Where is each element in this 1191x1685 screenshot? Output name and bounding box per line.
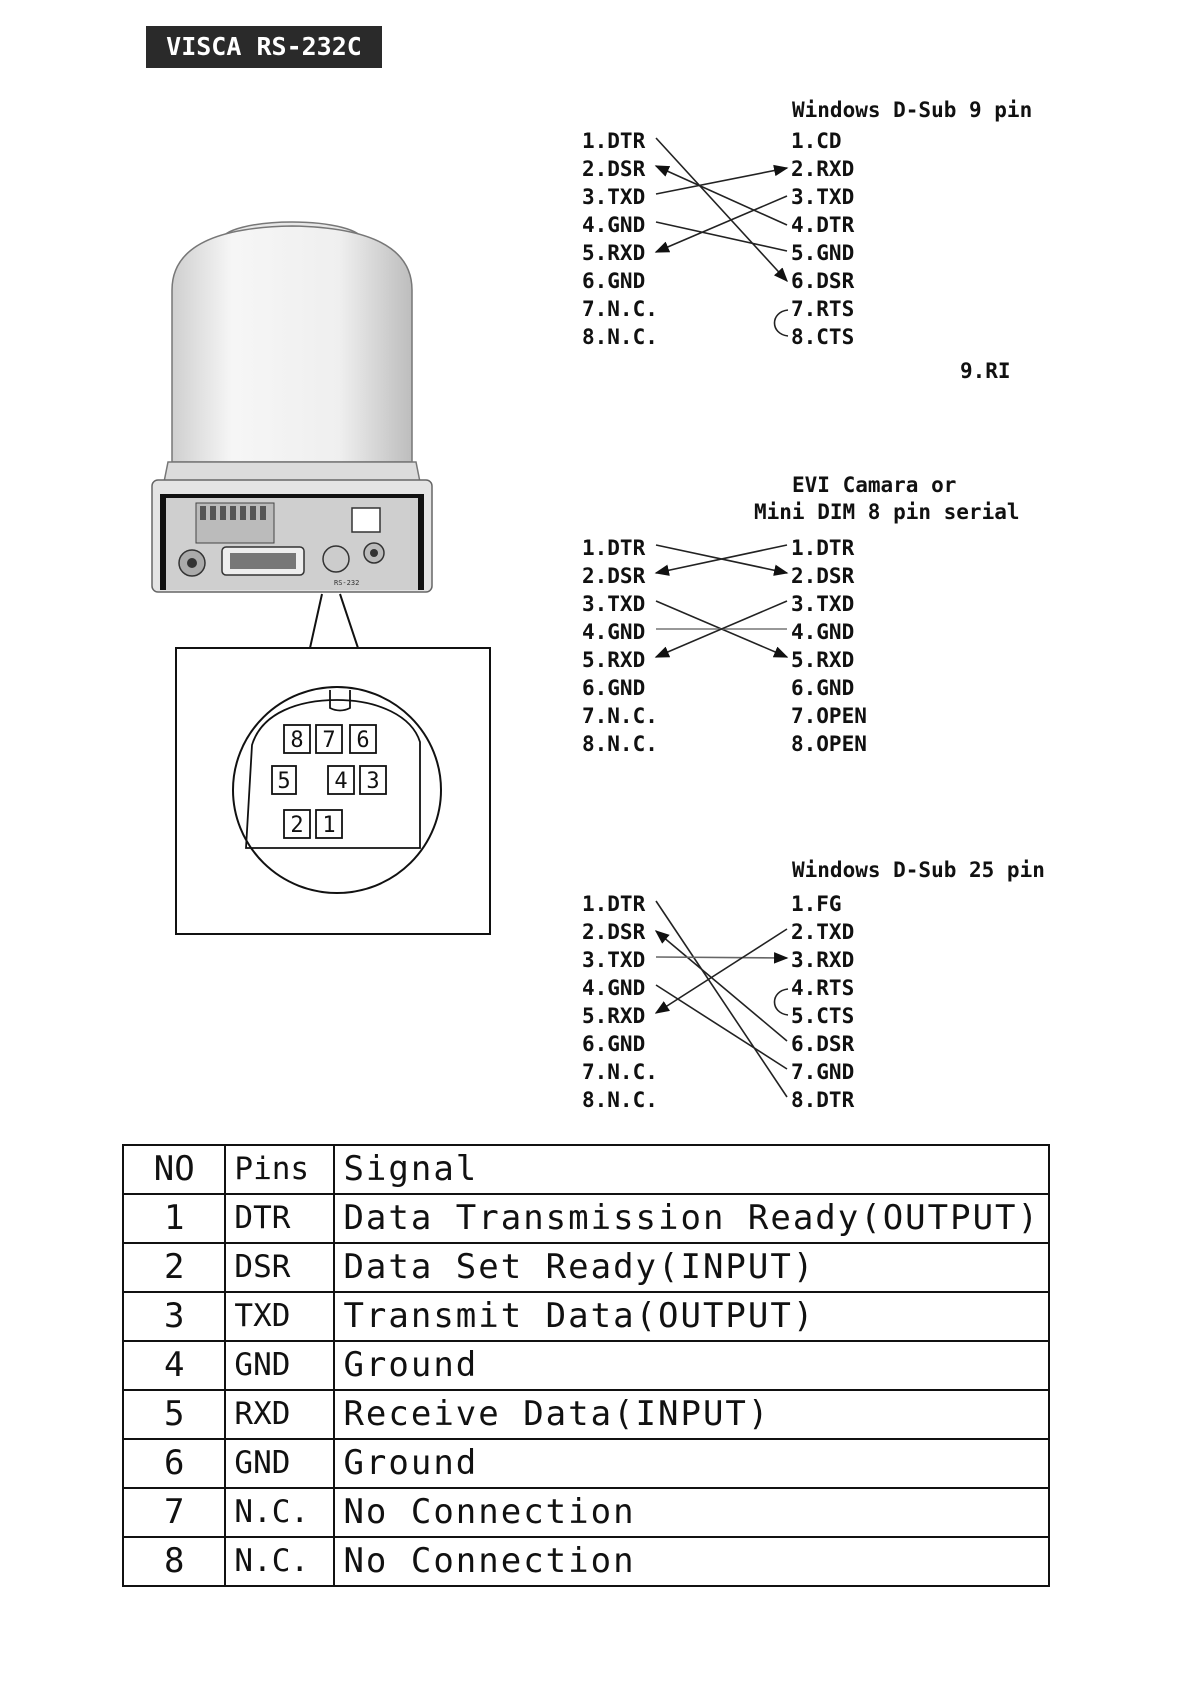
pin-label: 6.DSR	[791, 269, 855, 293]
row-no: 6	[123, 1439, 225, 1488]
row-pin: TXD	[225, 1292, 334, 1341]
row-no: 7	[123, 1488, 225, 1537]
table-row	[123, 1488, 1049, 1537]
pin-label: 2.DSR	[791, 564, 855, 588]
table-row	[123, 1439, 1049, 1488]
header-signal: Signal	[334, 1145, 1049, 1194]
table-row	[123, 1341, 1049, 1390]
connector-pin-8: 8	[290, 728, 304, 753]
pin-label: 3.RXD	[791, 948, 855, 972]
pin-label: 4.GND	[582, 976, 646, 1000]
dsub25-left-pins	[582, 892, 658, 1112]
pin-label: 7.RTS	[791, 297, 855, 321]
table-row	[123, 1537, 1049, 1586]
pin-label: 7.GND	[791, 1060, 855, 1084]
pin-label: 6.GND	[582, 269, 646, 293]
pin-label: 4.GND	[791, 620, 855, 644]
dsub25-diagram	[582, 858, 1045, 1112]
connector-pin-1: 1	[322, 813, 336, 838]
dsub25-right-pins	[791, 892, 855, 1112]
pin-label: 5.CTS	[791, 1004, 855, 1028]
pin-label: 3.TXD	[582, 592, 646, 616]
pin-label: 1.FG	[791, 892, 842, 916]
pin-label: 4.GND	[582, 213, 646, 237]
row-signal: Data Set Ready(INPUT)	[334, 1243, 1049, 1292]
row-signal: Receive Data(INPUT)	[334, 1390, 1049, 1439]
pin-label: 6.GND	[791, 676, 855, 700]
row-pin: DTR	[225, 1194, 334, 1243]
dsub9-diagram	[582, 98, 1032, 383]
connector-pin-3: 3	[366, 769, 380, 794]
table-row	[123, 1243, 1049, 1292]
connector-pin-6: 6	[356, 728, 370, 753]
row-pin: RXD	[225, 1390, 334, 1439]
pin-label: 3.TXD	[791, 592, 855, 616]
pin-label: 3.TXD	[582, 185, 646, 209]
dsub9-wires	[656, 138, 788, 336]
table-row	[123, 1292, 1049, 1341]
row-signal: Data Transmission Ready(OUTPUT)	[334, 1194, 1049, 1243]
rs232-port-label: RS-232	[334, 579, 360, 587]
pin-label: 2.DSR	[582, 157, 646, 181]
pin-label: 7.N.C.	[582, 704, 658, 728]
pin-label: 5.GND	[791, 241, 855, 265]
pin-label: 8.DTR	[791, 1088, 855, 1112]
pin-label: 8.N.C.	[582, 1088, 658, 1112]
pin-label: 7.N.C.	[582, 1060, 658, 1084]
mini-din-left-pins	[582, 536, 658, 756]
connector-callout	[176, 594, 490, 934]
pin-label: 3.TXD	[791, 185, 855, 209]
row-no: 4	[123, 1341, 225, 1390]
header-no: NO	[123, 1145, 225, 1194]
pin-label: 8.OPEN	[791, 732, 867, 756]
mini-din-diagram	[582, 473, 1020, 756]
row-pin: GND	[225, 1341, 334, 1390]
pin-label: 8.N.C.	[582, 325, 658, 349]
pin-label: 5.RXD	[791, 648, 855, 672]
row-no: 2	[123, 1243, 225, 1292]
pin-label: 5.RXD	[582, 1004, 646, 1028]
row-no: 3	[123, 1292, 225, 1341]
camera-illustration	[152, 222, 432, 592]
mini-din-right-pins	[791, 536, 867, 756]
pin-label: 8.N.C.	[582, 732, 658, 756]
pin-label: 5.RXD	[582, 241, 646, 265]
pin-label: 4.RTS	[791, 976, 855, 1000]
row-signal: No Connection	[334, 1537, 1049, 1586]
mini-din-header-1: EVI Camara or	[792, 473, 957, 497]
pin-label: 6.DSR	[791, 1032, 855, 1056]
table-row	[123, 1390, 1049, 1439]
connector-pin-7: 7	[322, 728, 336, 753]
mini-din-header-2: Mini DIM 8 pin serial	[754, 500, 1020, 524]
pin-label: 6.GND	[582, 676, 646, 700]
page-title: VISCA RS-232C	[146, 26, 382, 68]
row-signal: Ground	[334, 1341, 1049, 1390]
mini-din-wires	[656, 545, 787, 657]
connector-pin-2: 2	[290, 813, 304, 838]
row-pin: GND	[225, 1439, 334, 1488]
row-pin: N.C.	[225, 1537, 334, 1586]
row-signal: Transmit Data(OUTPUT)	[334, 1292, 1049, 1341]
pin-label: 2.DSR	[582, 564, 646, 588]
dsub25-wires	[656, 901, 788, 1097]
row-pin: N.C.	[225, 1488, 334, 1537]
row-signal: No Connection	[334, 1488, 1049, 1537]
pin-label: 7.OPEN	[791, 704, 867, 728]
pin-label: 2.TXD	[791, 920, 855, 944]
connector-pin-4: 4	[334, 769, 348, 794]
pin-label: 6.GND	[582, 1032, 646, 1056]
dsub9-left-pins	[582, 129, 658, 349]
pin-label: 1.CD	[791, 129, 842, 153]
pin-label: 1.DTR	[791, 536, 855, 560]
row-signal: Ground	[334, 1439, 1049, 1488]
pin-label: 8.CTS	[791, 325, 855, 349]
row-pin: DSR	[225, 1243, 334, 1292]
pin-label: 1.DTR	[582, 129, 646, 153]
pin-label: 4.GND	[582, 620, 646, 644]
pin-label: 5.RXD	[582, 648, 646, 672]
pin-label: 4.DTR	[791, 213, 855, 237]
table-row	[123, 1194, 1049, 1243]
pin-label: 2.DSR	[582, 920, 646, 944]
header-pins: Pins	[225, 1145, 334, 1194]
dsub9-right-pins	[791, 129, 855, 349]
connector-pin-5: 5	[277, 769, 291, 794]
dsub9-header: Windows D-Sub 9 pin	[792, 98, 1033, 122]
pin-label: 2.RXD	[791, 157, 855, 181]
table-header-row	[123, 1145, 1049, 1194]
row-no: 1	[123, 1194, 225, 1243]
pin-label: 1.DTR	[582, 892, 646, 916]
pin-label: 9.RI	[960, 359, 1011, 383]
pin-label: 7.N.C.	[582, 297, 658, 321]
row-no: 5	[123, 1390, 225, 1439]
row-no: 8	[123, 1537, 225, 1586]
dsub25-header: Windows D-Sub 25 pin	[792, 858, 1045, 882]
pin-label: 3.TXD	[582, 948, 646, 972]
pin-signal-table	[122, 1144, 1050, 1587]
pin-label: 1.DTR	[582, 536, 646, 560]
